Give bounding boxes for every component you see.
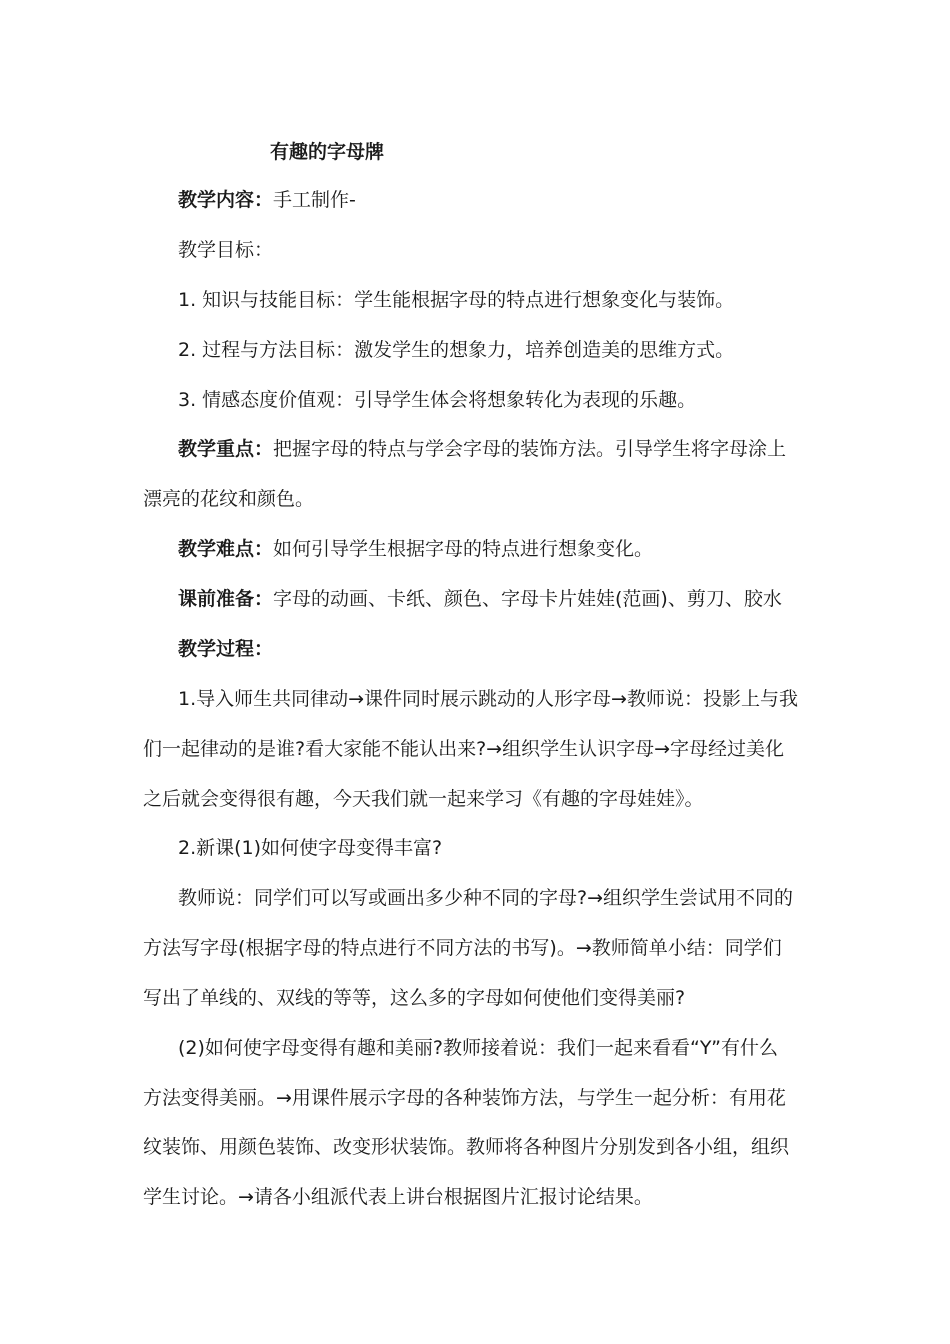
objective-number: 1. (178, 289, 197, 311)
teaching-content-value: 手工制作- (273, 189, 356, 211)
process-paragraph-line: 教师说：同学们可以写或画出多少种不同的字母?→组织学生尝试用不同的 (178, 887, 794, 909)
objective-item (178, 337, 734, 363)
difficulty-line (178, 536, 653, 562)
preparation-text: 字母的动画、卡纸、颜色、字母卡片娃娃(范画)、剪刀、胶水 (273, 588, 782, 610)
key-point-continuation: 漂亮的花纹和颜色。 (143, 488, 315, 510)
difficulty-label: 教学难点： (178, 538, 274, 560)
process-paragraph-line: 之后就会变得很有趣，今天我们就一起来学习《有趣的字母娃娃》。 (143, 788, 704, 810)
teaching-content-label: 教学内容： (178, 189, 274, 211)
process-paragraph-line: 们一起律动的是谁?看大家能不能认出来?→组织学生认识字母→字母经过美化 (143, 738, 785, 760)
key-point-label: 教学重点： (178, 438, 274, 460)
objective-number: 2. (178, 339, 197, 361)
process-paragraph-line: (2)如何使字母变得有趣和美丽?教师接着说：我们一起来看看“Y”有什么 (178, 1037, 778, 1059)
process-paragraph-line: 方法变得美丽。→用课件展示字母的各种装饰方法，与学生一起分析：有用花 (143, 1087, 786, 1109)
process-paragraph-line: 2.新课(1)如何使字母变得丰富? (178, 837, 443, 859)
teaching-content-line (178, 187, 356, 213)
teaching-objectives-label: 教学目标： (178, 239, 274, 261)
process-paragraph-line: 纹装饰、用颜色装饰、改变形状装饰。教师将各种图片分别发到各小组，组织 (143, 1136, 790, 1158)
objective-item (178, 287, 734, 313)
objective-text: 情感态度价值观：引导学生体会将想象转化为表现的乐趣。 (202, 389, 697, 411)
difficulty-text: 如何引导学生根据字母的特点进行想象变化。 (273, 538, 654, 560)
document-title: 有趣的字母牌 (270, 141, 385, 163)
key-point-line (178, 436, 786, 462)
key-point-text: 把握字母的特点与学会字母的装饰方法。引导学生将字母涂上 (273, 438, 787, 460)
preparation-label: 课前准备： (178, 588, 274, 610)
process-paragraph-line: 写出了单线的、双线的等等，这么多的字母如何使他们变得美丽? (143, 987, 686, 1009)
process-paragraph-line: 方法写字母(根据字母的特点进行不同方法的书写)。→教师简单小结：同学们 (143, 937, 782, 959)
objective-item (178, 387, 696, 413)
objective-number: 3. (178, 389, 197, 411)
process-paragraph-line: 学生讨论。→请各小组派代表上讲台根据图片汇报讨论结果。 (143, 1186, 653, 1208)
preparation-line (178, 586, 782, 612)
process-label: 教学过程： (178, 638, 274, 660)
process-paragraph-line: 1.导入师生共同律动→课件同时展示跳动的人形字母→教师说：投影上与我 (178, 688, 798, 710)
objective-text: 过程与方法目标：激发学生的想象力，培养创造美的思维方式。 (202, 339, 735, 361)
objective-text: 知识与技能目标：学生能根据字母的特点进行想象变化与装饰。 (202, 289, 735, 311)
